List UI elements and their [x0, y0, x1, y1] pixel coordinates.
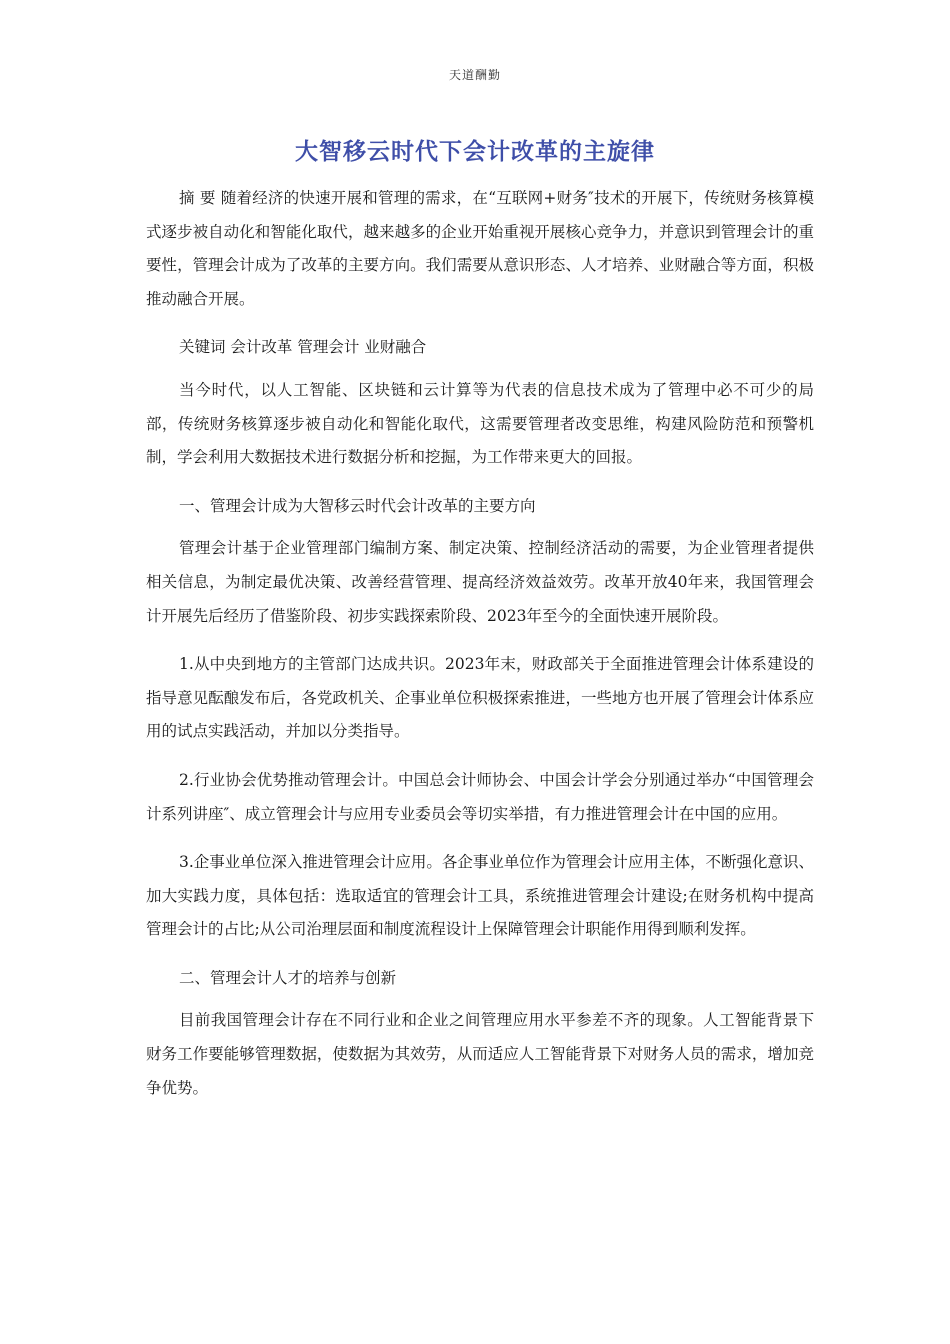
section-heading-1: 一、管理会计成为大智移云时代会计改革的主要方向: [179, 496, 536, 515]
document-body: [146, 182, 814, 1120]
body-paragraph-2: 目前我国管理会计存在不同行业和企业之间管理应用水平参差不齐的现象。人工智能背景下财务工作要能够管理数据，使数据为其效劳，从而适应人工智能背景下对财务人员的需求，增加竞争优势。: [146, 1011, 814, 1097]
list-item-1: 1.从中央到地方的主管部门达成共识。2023年末，财政部关于全面推进管理会计体系建设的指导意见酝酿发布后，各党政机关、企事业单位积极探索推进，一些地方也开展了管理会计体系应用的试点实践活动，并加以分类指导。: [146, 655, 814, 741]
section-heading-2: 二、管理会计人才的培养与创新: [179, 968, 397, 987]
intro-paragraph: 当今时代，以人工智能、区块链和云计算等为代表的信息技术成为了管理中必不可少的局部，传统财务核算逐步被自动化和智能化取代，这需要管理者改变思维，构建风险防范和预警机制，学会利用大数据技术进行数据分析和挖掘，为工作带来更大的回报。: [146, 380, 814, 467]
page-header: 天道酬勤: [448, 68, 501, 82]
list-item-3: 3.企事业单位深入推进管理会计应用。各企事业单位作为管理会计应用主体，不断强化意识、加大实践力度，具体包括：选取适宜的管理会计工具，系统推进管理会计建设;在财务机构中提高管理会计的占比;从公司治理层面和制度流程设计上保障管理会计职能作用得到顺利发挥。: [146, 853, 814, 939]
abstract-paragraph: 摘 要 随着经济的快速开展和管理的需求，在“互联网+财务″技术的开展下，传统财务核算模式逐步被自动化和智能化取代，越来越多的企业开始重视开展核心竞争力，并意识到管理会计的重要性，管理会计成为了改革的主要方向。我们需要从意识形态、人才培养、业财融合等方面，积极推动融合开展。: [146, 189, 814, 308]
body-paragraph: 管理会计基于企业管理部门编制方案、制定决策、控制经济活动的需要，为企业管理者提供相关信息，为制定最优决策、改善经营管理、提高经济效益效劳。改革开放40年来，我国管理会计开展先后经历了借鉴阶段、初步实践探索阶段、2023年至今的全面快速开展阶段。: [146, 539, 814, 625]
document-title: 大智移云时代下会计改革的主旋律: [295, 139, 655, 165]
keywords-paragraph: 关键词 会计改革 管理会计 业财融合: [179, 338, 427, 357]
list-item-2: 2.行业协会优势推动管理会计。中国总会计师协会、中国会计学会分别通过举办“中国管理会计系列讲座″、成立管理会计与应用专业委员会等切实举措，有力推进管理会计在中国的应用。: [146, 770, 814, 823]
